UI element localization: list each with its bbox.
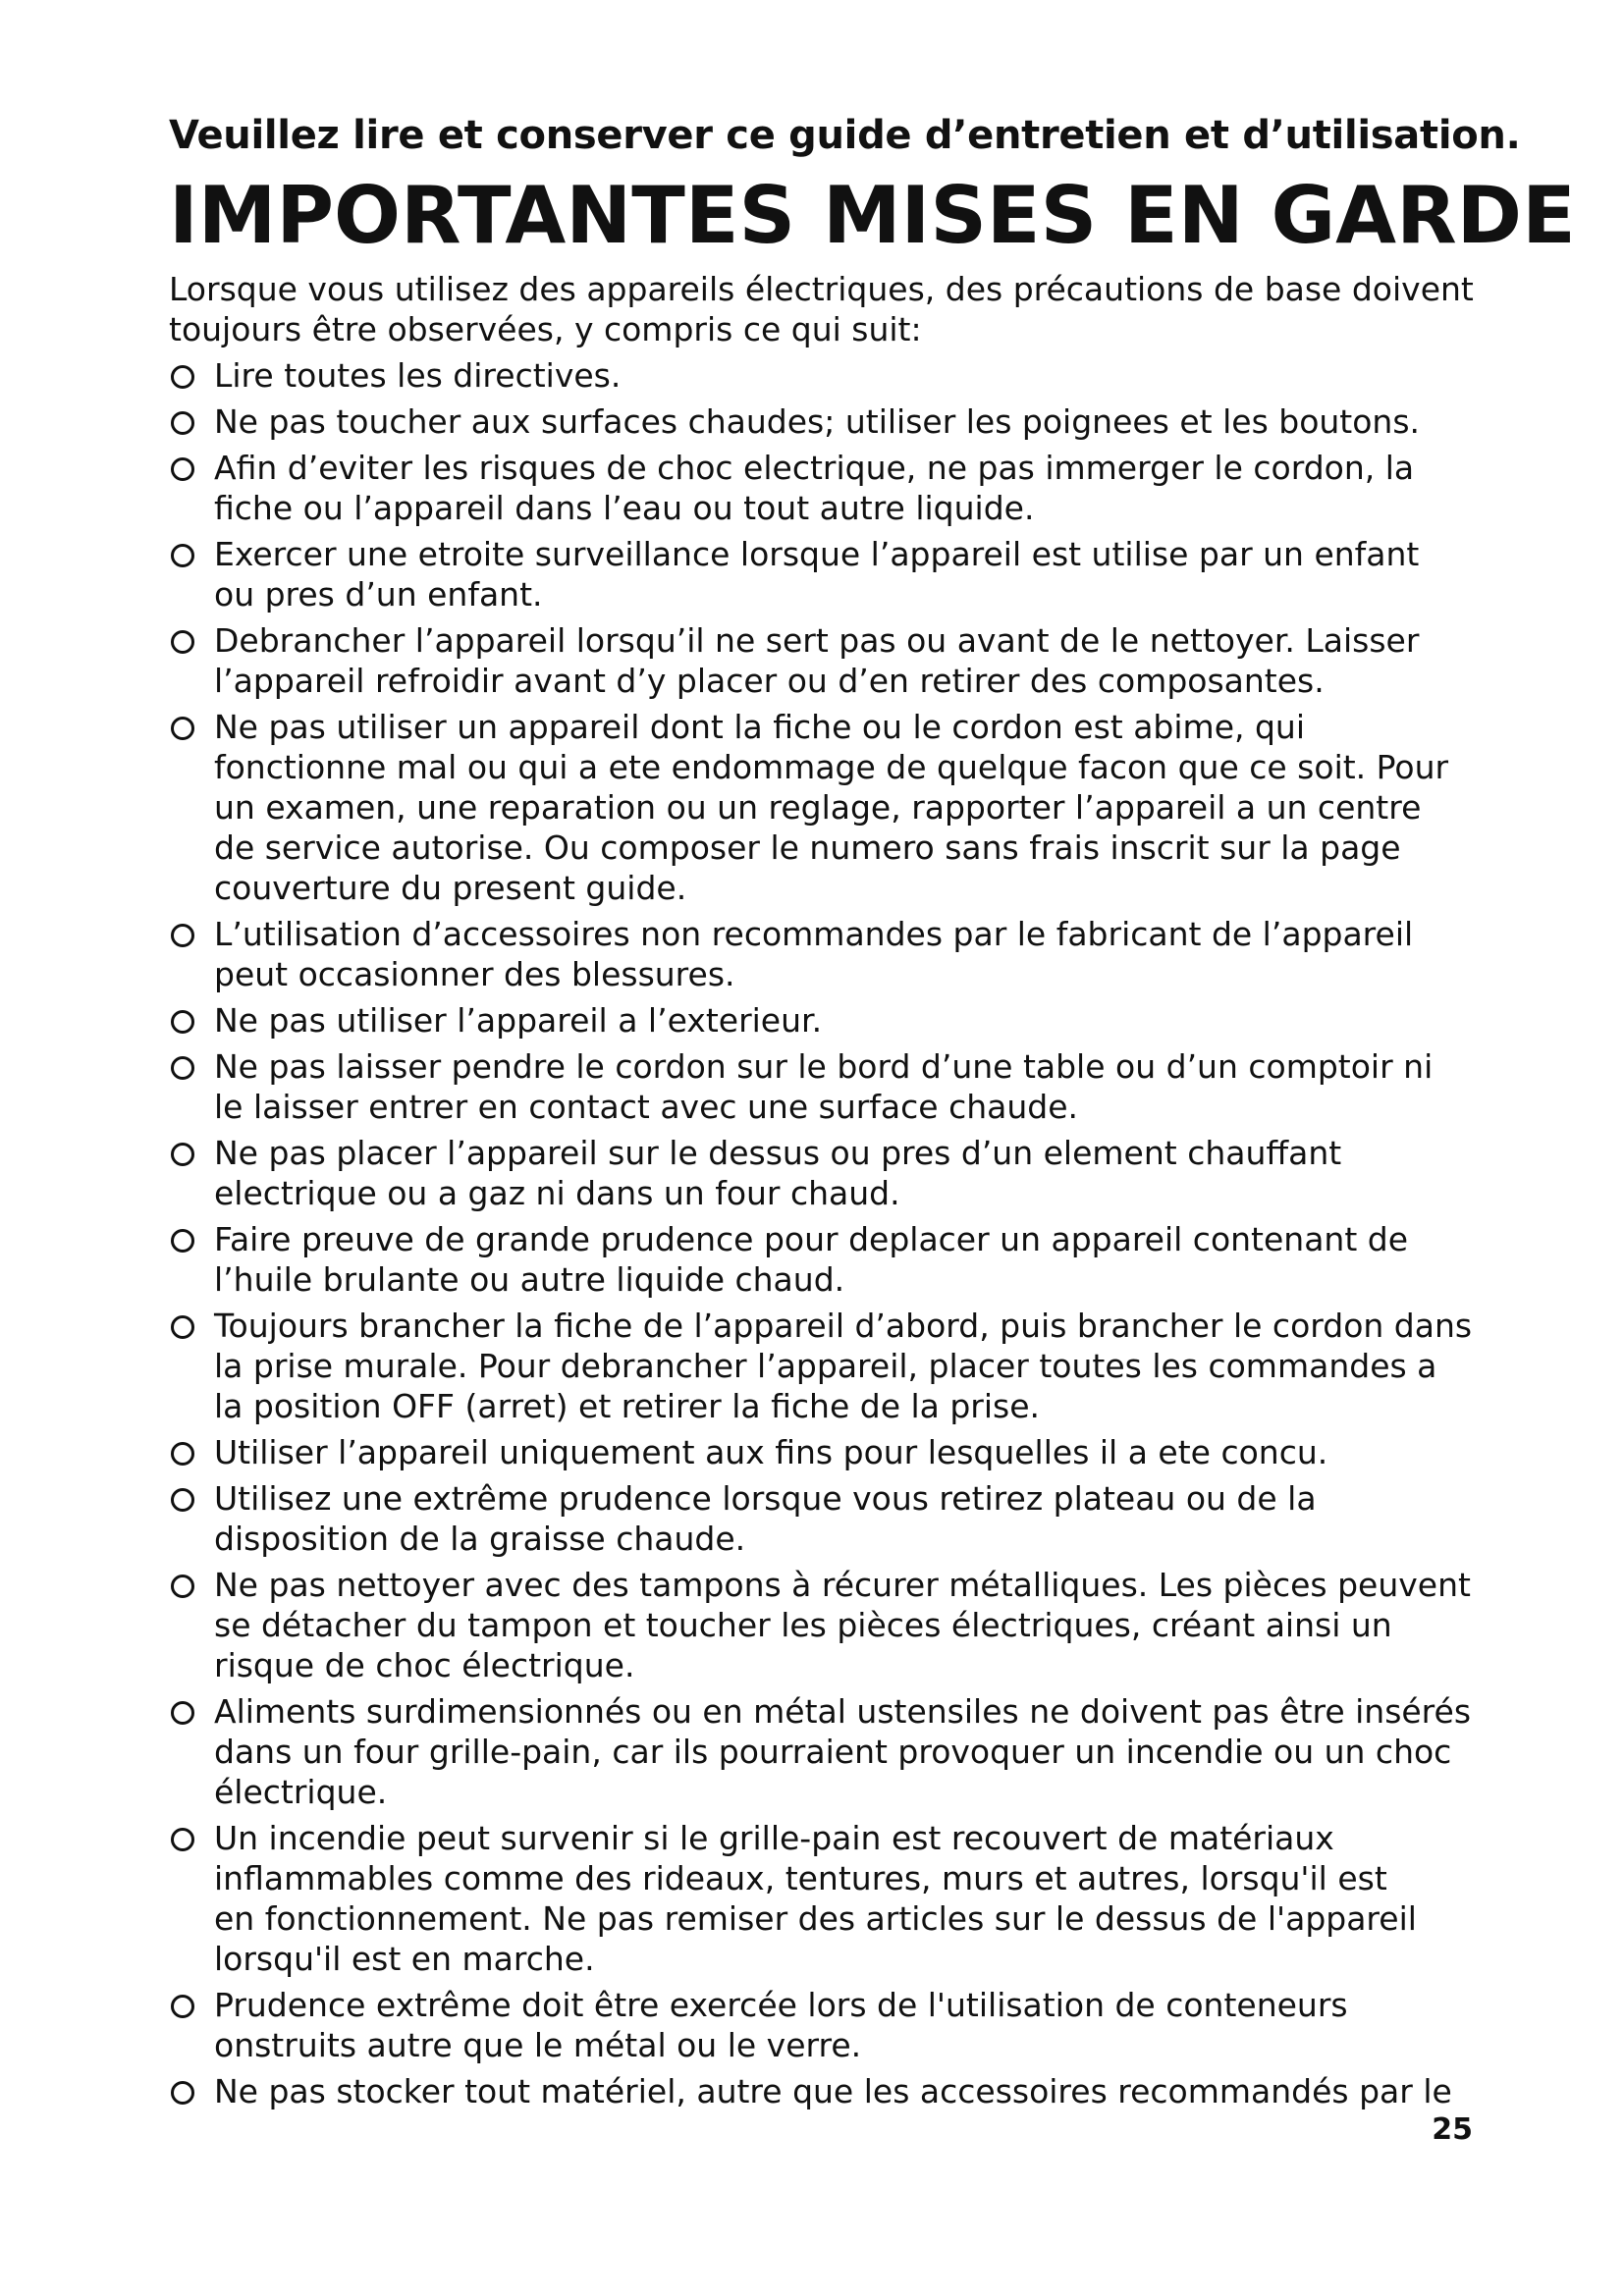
list-item (169, 1691, 1475, 1812)
bullet-icon (171, 1315, 194, 1339)
list-item-text: Afin d’eviter les risques de choc electrique, ne pas immerger le cordon, la fiche ou l’appareil dans l’eau ou tout autre liquide. (214, 449, 1415, 527)
list-item-text: Ne pas utiliser l’appareil a l’exterieur. (214, 1001, 823, 1040)
list-item (169, 1000, 1475, 1041)
list-item-text: Aliments surdimensionnés ou en métal ustensiles ne doivent pas être insérés dans un four grille-pain, car ils pourraient provoquer un incendie ou un choc électrique. (214, 1692, 1472, 1811)
list-item (169, 707, 1475, 908)
list-item-text: Lire toutes les directives. (214, 356, 622, 395)
list-item-text: Ne pas stocker tout matériel, autre que les accessoires recommandés par le (214, 2072, 1452, 2110)
bullet-icon (171, 1488, 194, 1512)
page-subtitle: Veuillez lire et conserver ce guide d’entretien et d’utilisation. (169, 113, 1521, 158)
list-item-text: Ne pas placer l’appareil sur le dessus ou pres d’un element chauffant electrique ou a gaz ni dans un four chaud. (214, 1134, 1342, 1212)
list-item-text: Exercer une etroite surveillance lorsque l’appareil est utilise par un enfant ou pres d’un enfant. (214, 535, 1420, 614)
intro-paragraph: Lorsque vous utilisez des appareils électriques, des précautions de base doivent toujours être observées, y compris ce qui suit: (169, 270, 1474, 348)
bullet-icon (171, 717, 194, 740)
list-item-text: Ne pas nettoyer avec des tampons à récurer métalliques. Les pièces peuvent se détacher du tampon et toucher les pièces électriques, créant ainsi un risque de choc électrique. (214, 1566, 1471, 1684)
list-item (169, 1818, 1475, 1979)
list-item-text: Ne pas toucher aux surfaces chaudes; utiliser les poignees et les boutons. (214, 402, 1421, 441)
page-title: IMPORTANTES MISES EN GARDE (169, 170, 1576, 261)
list-item (169, 401, 1475, 442)
bullet-icon (171, 630, 194, 654)
list-item-text: Debrancher l’appareil lorsqu’il ne sert pas ou avant de le nettoyer. Laisser l’appareil refroidir avant d’y placer ou d’en retirer des composantes. (214, 621, 1420, 700)
list-item (169, 1565, 1475, 1685)
list-item (169, 1478, 1475, 1559)
list-item (169, 1306, 1475, 1426)
list-item (169, 1046, 1475, 1127)
list-item-text: Utiliser l’appareil uniquement aux fins pour lesquelles il a ete concu. (214, 1433, 1328, 1471)
list-item-text: Un incendie peut survenir si le grille-pain est recouvert de matériaux inflammables comme des rideaux, tentures, murs et autres, lorsqu'il est en fonctionnement. Ne pas remiser des articles sur le dessus de l'appareil lorsqu'il est en marche. (214, 1819, 1417, 1978)
list-item-text: Ne pas laisser pendre le cordon sur le bord d’une table ou d’un comptoir ni le laisser entrer en contact avec une surface chaude. (214, 1047, 1434, 1126)
bullet-icon (171, 1995, 194, 2018)
list-item (169, 448, 1475, 528)
bullet-icon (171, 2081, 194, 2105)
list-item-text: Utilisez une extrême prudence lorsque vous retirez plateau ou de la disposition de la graisse chaude. (214, 1479, 1317, 1558)
bullet-icon (171, 1010, 194, 1034)
bullet-icon (171, 1442, 194, 1466)
list-item (169, 914, 1475, 994)
bullet-icon (171, 411, 194, 435)
bullet-icon (171, 365, 194, 389)
list-item (169, 1985, 1475, 2065)
bullet-icon (171, 1575, 194, 1598)
page-number: 25 (1432, 2112, 1473, 2147)
list-item (169, 1133, 1475, 1213)
list-item-text: L’utilisation d’accessoires non recommandes par le fabricant de l’appareil peut occasionner des blessures. (214, 915, 1414, 993)
list-item (169, 620, 1475, 701)
bullet-icon (171, 1143, 194, 1166)
bullet-icon (171, 1229, 194, 1253)
list-item (169, 1432, 1475, 1472)
bullet-icon (171, 1828, 194, 1851)
list-item (169, 2071, 1475, 2111)
bullet-icon (171, 544, 194, 567)
safety-instructions-list (169, 355, 1475, 2111)
document-page (169, 106, 1576, 2111)
list-item (169, 1219, 1475, 1300)
bullet-icon (171, 457, 194, 481)
list-item (169, 355, 1475, 396)
list-item-text: Prudence extrême doit être exercée lors de l'utilisation de conteneurs onstruits autre que le métal ou le verre. (214, 1986, 1348, 2064)
list-item-text: Toujours brancher la fiche de l’appareil d’abord, puis brancher le cordon dans la prise murale. Pour debrancher l’appareil, placer toutes les commandes a la position OFF (arret) et retirer la fiche de la prise. (214, 1307, 1473, 1425)
list-item-text: Faire preuve de grande prudence pour deplacer un appareil contenant de l’huile brulante ou autre liquide chaud. (214, 1220, 1409, 1299)
bullet-icon (171, 1701, 194, 1725)
list-item-text: Ne pas utiliser un appareil dont la fiche ou le cordon est abime, qui fonctionne mal ou qui a ete endommage de quelque facon que ce soit. Pour un examen, une reparation ou un reglage, rapporter l’appareil a un centre de service autorise. Ou composer le numero sans frais inscrit sur la page couverture du present guide. (214, 708, 1449, 907)
bullet-icon (171, 924, 194, 947)
list-item (169, 534, 1475, 614)
bullet-icon (171, 1056, 194, 1080)
